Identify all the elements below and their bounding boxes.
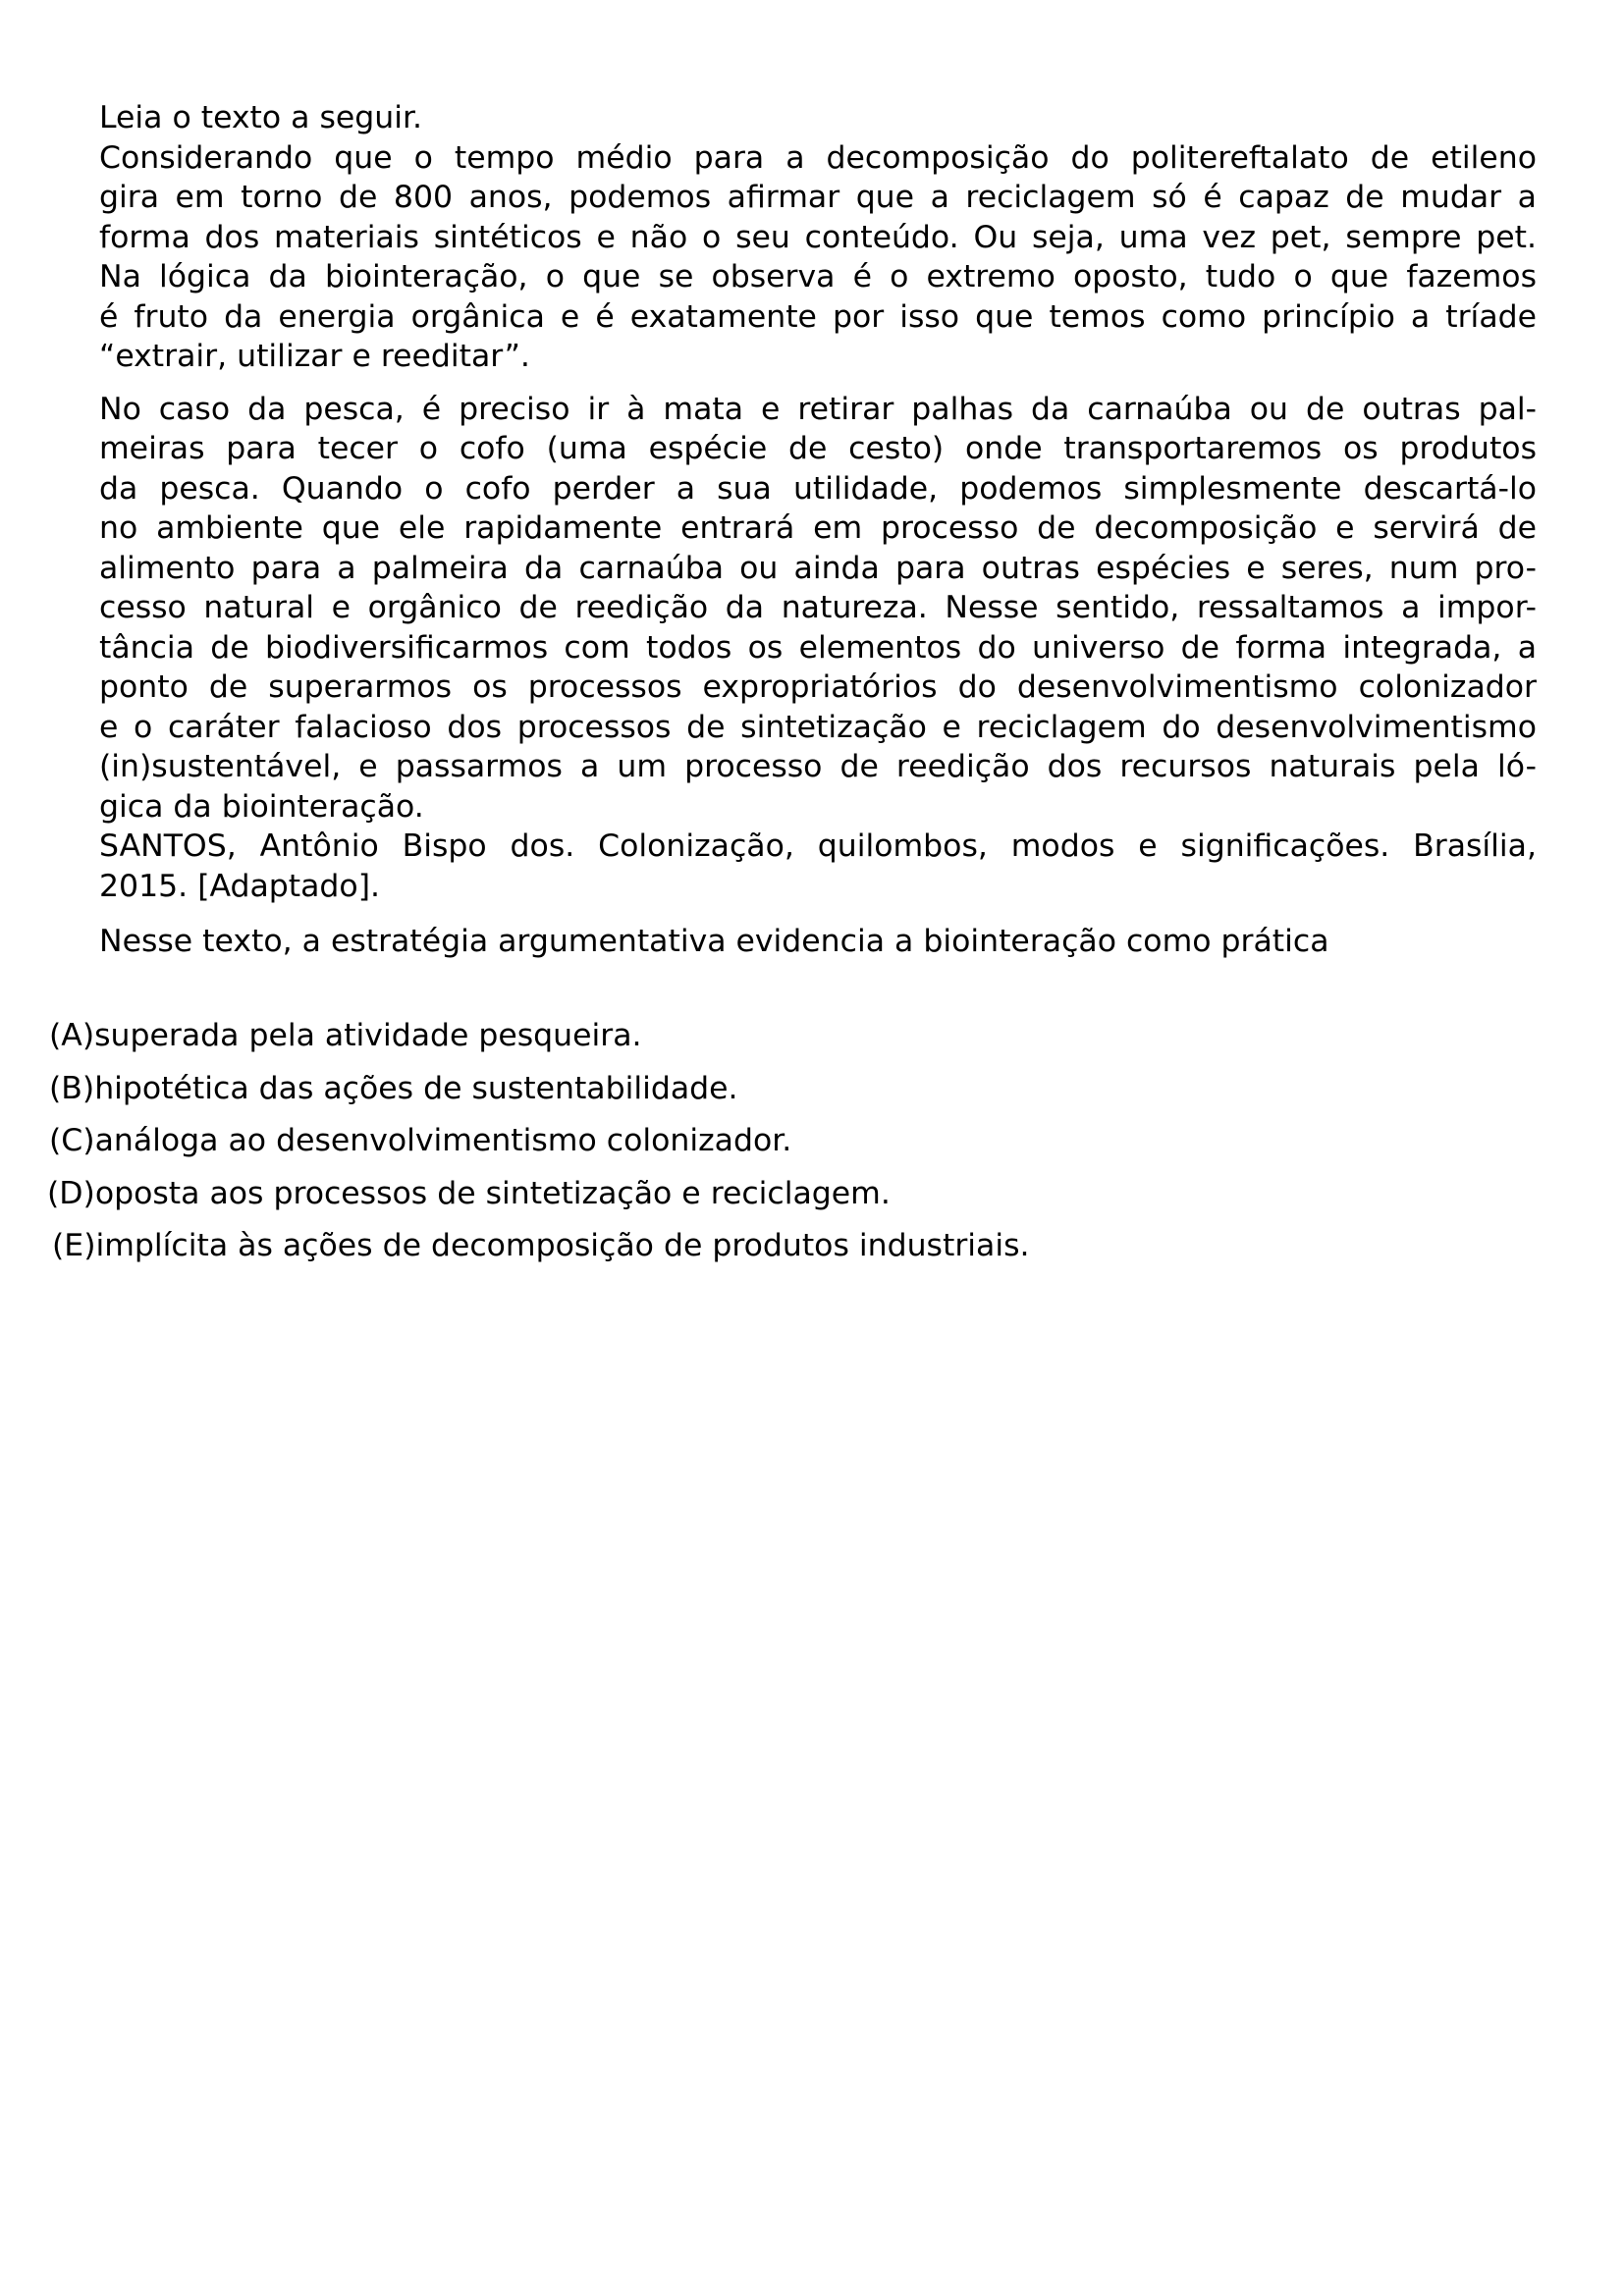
- paragraph-2: [99, 390, 1537, 828]
- citation-line: 2015. [Adaptado].: [99, 868, 380, 904]
- text-passage: [99, 98, 1537, 962]
- option-e[interactable]: [52, 1226, 1030, 1279]
- paragraph-line: tância de biodiversificarmos com todos os elementos do universo de forma integrada, a: [99, 629, 1537, 666]
- question-stem: Nesse texto, a estratégia argumentativa evidencia a biointeração como prática: [99, 924, 1329, 959]
- paragraph-line: cesso natural e orgânico de reedição da natureza. Nesse sentido, ressaltamos a impor-: [99, 590, 1537, 625]
- paragraph-line: gira em torno de 800 anos, podemos afirmar que a reciclagem só é capaz de mudar a: [99, 180, 1537, 215]
- option-letter: (D): [47, 1175, 95, 1211]
- paragraph-line: e o caráter falacioso dos processos de sintetização e reciclagem do desenvolvimentismo: [99, 709, 1537, 745]
- paragraph-line: “extrair, utilizar e reeditar”.: [99, 339, 530, 374]
- option-text: análoga ao desenvolvimentismo colonizador.: [94, 1123, 792, 1158]
- option-d[interactable]: [47, 1174, 1025, 1227]
- paragraph-line: da pesca. Quando o cofo perder a sua utilidade, podemos simplesmente descartá-lo: [99, 470, 1537, 507]
- source-citation: [99, 827, 1537, 906]
- paragraph-1: [99, 138, 1537, 377]
- option-letter: (E): [52, 1228, 96, 1263]
- paragraph-line: forma dos materiais sintéticos e não o seu conteúdo. Ou seja, uma vez pet, sempre pet.: [99, 219, 1537, 255]
- citation-line: SANTOS, Antônio Bispo dos. Colonização, quilombos, modos e significações. Brasília,: [99, 828, 1537, 864]
- answer-options: [47, 1016, 1030, 1279]
- paragraph-line: ponto de superarmos os processos expropriatórios do desenvolvimentismo colonizador: [99, 669, 1537, 705]
- paragraph-line: No caso da pesca, é preciso ir à mata e retirar palhas da carnaúba ou de outras pal-: [99, 391, 1537, 427]
- paragraph-line: Considerando que o tempo médio para a decomposição do politereftalato de etileno: [99, 139, 1537, 176]
- option-letter: (B): [49, 1070, 95, 1106]
- option-letter: (C): [49, 1123, 95, 1158]
- option-b[interactable]: [49, 1069, 1027, 1122]
- paragraph-line: gica da biointeração.: [99, 788, 424, 825]
- paragraph-line: alimento para a palmeira da carnaúba ou ainda para outras espécies e seres, num pro-: [99, 550, 1537, 586]
- option-a[interactable]: [49, 1016, 1027, 1069]
- option-text: superada pela atividade pesqueira.: [94, 1018, 642, 1053]
- paragraph-line: é fruto da energia orgânica e é exatamente por isso que temos como princípio a tríade: [99, 298, 1537, 335]
- paragraph-line: Na lógica da biointeração, o que se observa é o extremo oposto, tudo o que fazemos: [99, 259, 1537, 294]
- option-text: hipotética das ações de sustentabilidade.: [94, 1070, 738, 1106]
- paragraph-line: meiras para tecer o cofo (uma espécie de cesto) onde transportaremos os produtos: [99, 431, 1537, 466]
- option-text: oposta aos processos de sintetização e reciclagem.: [94, 1175, 891, 1211]
- option-text: implícita às ações de decomposição de produtos industriais.: [95, 1228, 1030, 1263]
- paragraph-line: no ambiente que ele rapidamente entrará em processo de decomposição e servirá de: [99, 510, 1537, 546]
- option-c[interactable]: [49, 1121, 1027, 1174]
- option-letter: (A): [49, 1018, 95, 1053]
- paragraph-line: (in)sustentável, e passarmos a um processo de reedição dos recursos naturais pela ló-: [99, 749, 1537, 784]
- intro-line: Leia o texto a seguir.: [99, 100, 423, 135]
